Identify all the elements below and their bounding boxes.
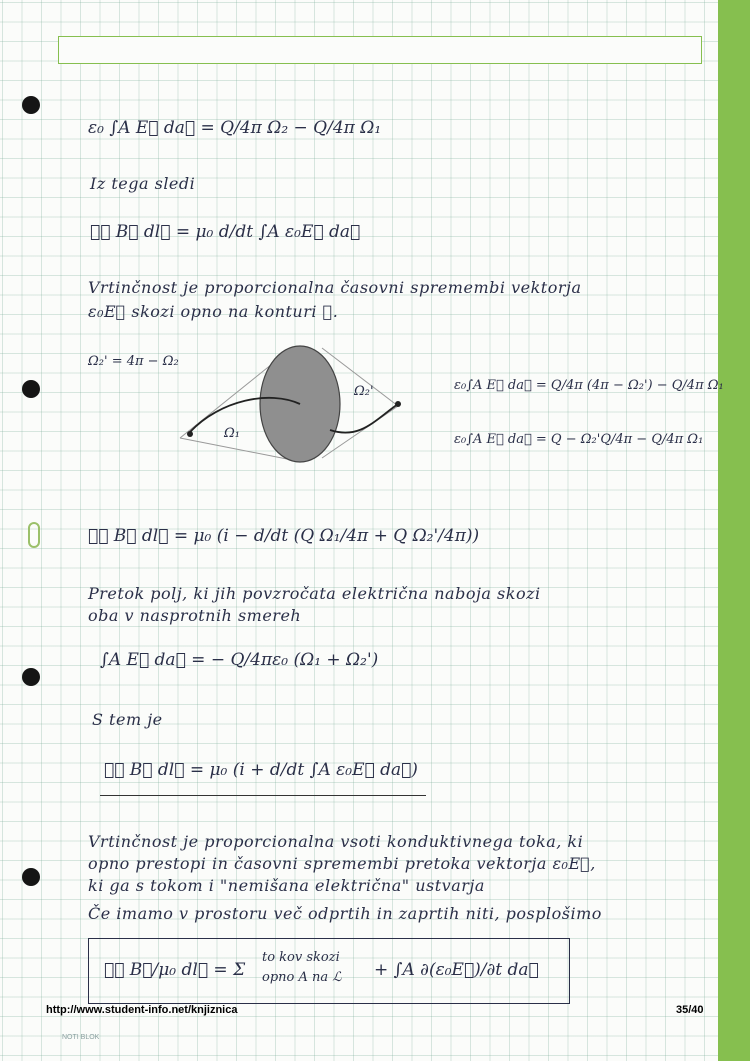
text-line: Iz tega sledi <box>90 174 196 193</box>
binder-mark-icon <box>28 522 40 548</box>
equation-8-left: ∮ℒ B⃗/μ₀ dl⃗ = Σ <box>104 960 246 980</box>
punch-hole <box>22 868 40 886</box>
charge-left <box>187 431 193 437</box>
equation-2: ∮ℒ B⃗ dl⃗ = μ₀ d/dt ∫A ε₀E⃗ da⃗ <box>90 222 361 242</box>
equation-8-right: + ∫A ∂(ε₀E⃗)/∂t da⃗ <box>374 960 539 980</box>
omega1-label: Ω₁ <box>224 426 240 441</box>
header-box <box>58 36 702 64</box>
text-line: ε₀E⃗ skozi opno na konturi ℒ. <box>88 302 339 321</box>
equation-1: ε₀ ∫A E⃗ da⃗ = Q/4π Ω₂ − Q/4π Ω₁ <box>88 118 382 138</box>
text-line: oba v nasprotnih smereh <box>88 606 302 625</box>
text-line: ki ga s tokom i "nemišana električna" ustvarja <box>88 876 485 895</box>
equation-3: ε₀∫A E⃗ da⃗ = Q/4π (4π − Ω₂') − Q/4π Ω₁ <box>454 378 724 393</box>
brand-label: NOTI BLOK <box>62 1034 100 1041</box>
footer-url[interactable]: http://www.student-info.net/knjiznica <box>46 1004 238 1016</box>
flux-figure <box>170 340 430 470</box>
page-number: 35/40 <box>676 1004 704 1016</box>
charge-right <box>395 401 401 407</box>
text-line: S tem je <box>92 710 163 729</box>
omega-definition: Ω₂' = 4π − Ω₂ <box>88 354 179 369</box>
punch-hole <box>22 380 40 398</box>
text-line: Vrtinčnost je proporcionalna vsoti konduktivnega toka, ki <box>88 832 584 851</box>
punch-hole <box>22 668 40 686</box>
equation-underline <box>100 795 426 796</box>
text-line: Če imamo v prostoru več odprtih in zaprtih niti, posplošimo <box>88 904 602 923</box>
equation-5: ∮ℒ B⃗ dl⃗ = μ₀ (i − d/dt (Q Ω₁/4π + Q Ω₂'/4π)) <box>88 526 480 546</box>
page-edge-green <box>718 0 750 1061</box>
text-line: Vrtinčnost je proporcionalna časovni spremembi vektorja <box>88 278 582 297</box>
equation-8-sum-top: to kov skozi <box>262 950 340 965</box>
equation-6: ∫A E⃗ da⃗ = − Q/4πε₀ (Ω₁ + Ω₂') <box>100 650 379 670</box>
text-line: opno prestopi in časovni spremembi pretoka vektorja ε₀E⃗, <box>88 854 596 873</box>
equation-7: ∮ℒ B⃗ dl⃗ = μ₀ (i + d/dt ∫A ε₀E⃗ da⃗) <box>104 760 418 780</box>
equation-4: ε₀∫A E⃗ da⃗ = Q − Ω₂'Q/4π − Q/4π Ω₁ <box>454 432 704 447</box>
omega2-prime-label: Ω₂' <box>354 384 374 399</box>
text-line: Pretok polj, ki jih povzročata električna naboja skozi <box>88 584 541 603</box>
punch-hole <box>22 96 40 114</box>
equation-8-sum-bottom: opno A na ℒ <box>262 970 342 985</box>
